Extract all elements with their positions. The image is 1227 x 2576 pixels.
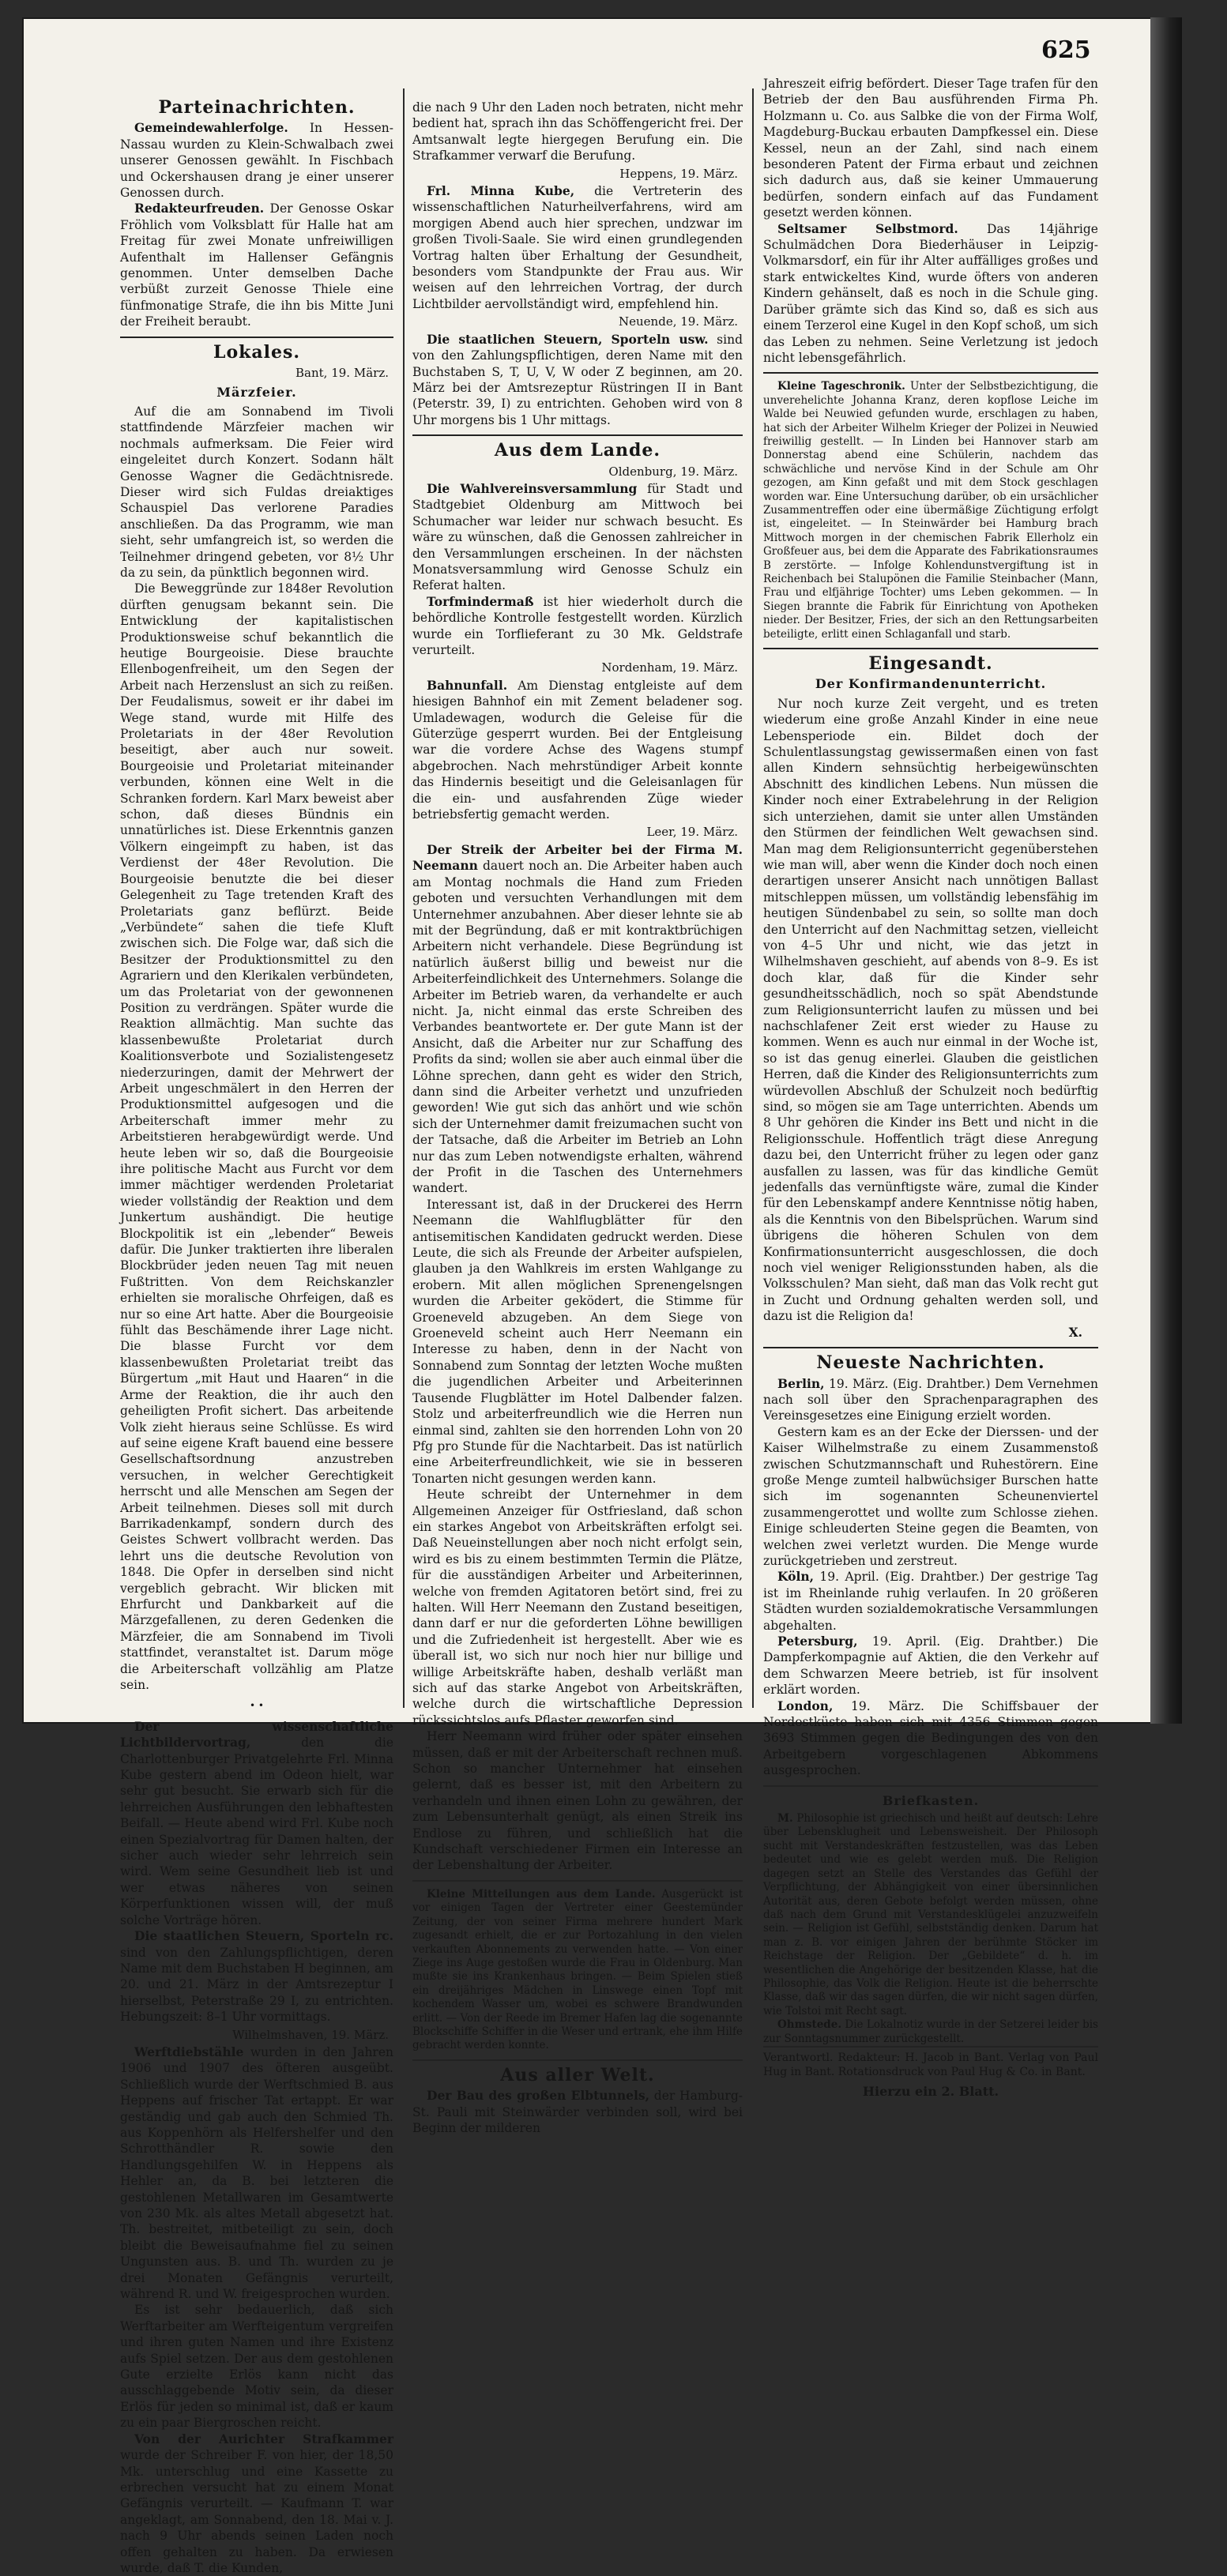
article-paragraph: Petersburg, 19. April. (Eig. Drahtber.) Die Dampferkompagnie auf Aktien, die den Verkehr auf dem Schwarzen Meere betrieb, ist für insolvent erklärt worden. (763, 1634, 1099, 1698)
dateline: Oldenburg, 19. März. (608, 464, 738, 479)
article-paragraph: Seltsamer Selbstmord. Das 14jährige Schulmädchen Dora Biederhäuser in Leipzig-Volkmarsdorf, ein für ihr Alter auffälliges großes und stark entwickeltes Kind, wurde öfters von anderen Kindern gehänselt, daß es noch in die Schule ging. Darüber grämte sich das Kind so, daß es sich aus einem Terzerol eine Kugel in den Kopf schoß, um sich das Leben zu nehmen. Seine Verletzung ist jedoch nicht lebensgefährlich. (763, 220, 1098, 365)
divider (412, 434, 743, 436)
column-left (120, 93, 393, 2575)
dateline: Neuende, 19. März. (619, 314, 738, 329)
article-title: Märzfeier. (216, 384, 297, 400)
article-paragraph-small: M. Philosophie ist griechisch und heißt auf deutsch: Lehre über Lebensklugheit und Lebensweisheit. Der Philosoph sucht mit Verstandeskräften festzustellen, was das Leben bedeutet und wie es gelebt werden muß. Die Religion dagegen setzt an Stelle des Verstandes das Gefühl der Verpflichtung, der Abhängigkeit von einer übersinnlichen Autorität aus, deren Gebote befolgt werden müssen, ohne daß nach dem Grund mit Verstandesklügelei anzuzweifeln sein. — Religion ist Gefühl, selbstständig denken. Darum hat man z. B. vor einigen Jahren der berühmte Stöcker im Reichstage der Religion. Der „Gebildete“ d. h. im wesentlichen die Angehörige der besitzenden Klasse, hat die Philosophie, das Volk die Religion. Heute ist die beherrschte Klasse, daß wir das sagen dürfen, die wir nicht sagen dürfen, wie Tolstoi mit Recht sagt. (763, 1812, 1098, 2018)
dateline: Heppens, 19. März. (619, 166, 738, 181)
article-paragraph: Auf die am Sonnabend im Tivoli stattfindende Märzfeier machen wir nochmals aufmerksam. Die Feier wird eingeleitet durch Konzert. Sodann hält Genosse Wagner die Gedächtnisrede. Dieser wird sich Fuldas dreiaktiges Schauspiel Das verlorene Paradies anschließen. Da das Programm, wie man sieht, sehr umfangreich ist, so werden die Teilnehmer dringend gebeten, vor 8½ Uhr da zu sein, da pünktlich begonnen wird. (120, 404, 393, 580)
imprint: Verantwortl. Redakteur: H. Jacob in Bant. Verlag von Paul Hug in Bant. Rotationsdruck von Paul Hug & Co. in Bant. (763, 2046, 1098, 2079)
article-paragraph: Von der Aurichter Strafkammer wurde der Schreiber F. von hier, der 18,50 Mk. unterschlug und eine Kassette zu erbrechen versucht hat zu einem Monat Gefängnis verurteilt. — Kaufmann T. war angeklagt, am Sonnabend, den 18. Mai v. J. nach 9 Uhr abends seinen Laden noch offen gehalten zu haben. Da erwiesen wurde, daß T. die Kunden, (120, 2431, 393, 2575)
divider (763, 1347, 1098, 1348)
dateline: Wilhelmshaven, 19. März. (232, 2027, 389, 2042)
column-rule (752, 88, 754, 1708)
article-paragraph: Gemeindewahlerfolge. In Hessen-Nassau wurden zu Klein-Schwalbach zwei unserer Genossen gewählt. In Fischbach und Ockershausen drang je einer unserer Genossen durch. (120, 120, 393, 201)
article-paragraph: Nur noch kurze Zeit vergeht, und es treten wiederum eine große Anzahl Kinder in eine neue Lebensperiode ein. Bildet doch der Schulentlassungstag gewissermaßen einen von fast allen Kindern sehnsüchtig herbeigewünschten Abschnitt des kindlichen Lebens. Nun müssen die Kinder noch einer Extrabelehrung in der Religion sich unterziehen, damit sie unter allen Umständen den Stürmen der feindlichen Welt gewachsen sind. Man mag dem Religionsunterricht gegenüberstehen wie man will, aber wenn die Kinder doch noch einen derartigen unserer Ansicht nach unnötigen Ballast mitschleppen müssen, um vollständig lebensfähig im heutigen Sündenbabel zu sein, so sollte man doch den Unterricht auf den Nachmittag setzen, vielleicht von 4–5 Uhr und nicht, wie das jetzt in Wilhelmshaven geschieht, auf abends von 8–9. Es ist doch klar, daß für die Kinder sehr gesundheitsschädlich, noch so spät Abendstunde zum Religionsunterricht laufen zu müssen und bei nachschlafener Zeit erst wieder zu Hause zu kommen. Wenn es auch nur einmal in der Woche ist, so ist das genug einerlei. Glauben die geistlichen Herren, daß die Kinder des Religionsunterrichts zum würdevollen Abschluß der Schulzeit noch bedürftig sind, so mögen sie am Tage unterrichten. Abends um 8 Uhr gehören die Kinder ins Bett und nicht in die Religionsschule. Hoffentlich trägt diese Anregung dazu bei, den Unterricht früher zu legen oder ganz ausfallen zu lassen, was für das kindliche Gemüt jedenfalls das vernünftigste wäre, zumal die Kinder für den Lebenskampf andere Kenntnisse nötig haben, als die Kenntnis von den Bibelsprüchen. Warum sind übrigens die höheren Schulen von dem Konfirmationsunterricht ausgeschlossen, die doch noch viel weniger Religionsstunden haben, als die Volksschulen? Man sieht, daß man das Volk recht gut in Zucht und Ordnung gehalten werden soll, und dazu ist die Religion da! (763, 696, 1098, 1324)
article-paragraph: Der wissenschaftliche Lichtbildervortrag, den die Charlottenburger Privatgelehrte Frl. Minna Kube gestern abend im Odeon hielt, war sehr gut besucht. Sie erwarb sich für die lehrreichen Ausführungen den lebhaftesten Beifall. — Heute abend wird Frl. Kube noch einen Spezialvortrag für Damen halten, der sicher auch wieder sehr lehrreich sein wird. Wem seine Gesundheit lieb ist und wer etwas näheres von seinen Körperfunktionen wissen will, der muß solche Vorträge hören. (120, 1718, 393, 1927)
dateline: Nordenham, 19. März. (601, 660, 738, 675)
article-paragraph: Heute schreibt der Unternehmer in dem Allgemeinen Anzeiger für Ostfriesland, daß schon ein starkes Angebot von Arbeitskräften erfolgt sei. Daß Neueinstellungen aber noch nicht erfolgt sein, wird es bis zu einem bestimmten Termin die Plätze, für die ausständigen Arbeiter und Arbeiterinnen, welche von fremden Agitatoren betört sind, frei zu halten. Will Herr Neemann den Zustand beseitigen, dann darf er nur die geforderten Löhne bewilligen und die Zufriedenheit ist hergestellt. Aber wie es überall ist, wo sich nur noch hier nur billige und willige Arbeitskräfte haben, deshalb verläßt man sich auf das starke Angebot von Arbeitskräften, welche durch die wirtschaftliche Depression rückssichtslos aufs Pflaster geworfen sind. (412, 1487, 743, 1728)
section-heading-briefkasten: Briefkasten. (882, 1792, 980, 1808)
section-heading-aus-aller-welt: Aus aller Welt. (500, 2064, 655, 2085)
signature: X. (1068, 1324, 1082, 1340)
article-paragraph: Redakteurfreuden. Der Genosse Oskar Fröhlich vom Volksblatt für Halle hat am Freitag für zwei Monate unfreiwilligen Aufenthalt im Hallenser Gefängnis genommen. Unter demselben Dache verbüßt zurzeit Genosse Thiele eine fünfmonatige Strafe, die ihn bis Mitte Juni der Freiheit beraubt. (120, 201, 393, 329)
article-paragraph: Es ist sehr bedauerlich, daß sich Werftarbeiter am Werfteigentum vergreifen und ihren guten Namen und ihre Existenz aufs Spiel setzen. Der aus dem gestohlenen Gute erzielte Erlös kann nicht das ausschlaggebende Motiv sein, da dieser Erlös für jeden so minimal ist, daß er kaum zu ein paar Biergroschen reicht. (120, 2303, 393, 2431)
article-paragraph: Herr Neemann wird früher oder später einsehen müssen, daß er mit der Arbeiterschaft rechnen muß. Schon so mancher Unternehmer hat einsehen gelernt, daß es besser ist, mit den Arbeitern zu verhandeln und ihnen einen Lohn zu gewähren, der zum Lebensunterhalt genügt, als einen Streik ins Endlose zu führen, und schließlich hat die Kundschaft verschiedener Firmen ein Interesse an der Lebenshaltung der Arbeiter. (412, 1729, 743, 1873)
section-heading-lokales: Lokales. (213, 341, 301, 363)
article-paragraph: Bahnunfall. Am Dienstag entgleiste auf dem hiesigen Bahnhof ein mit Zement beladener sog. Umladewagen, wodurch die Geleise für die Güterzüge gesperrt wurden. Bei der Entgleisung war die vordere Achse des Wagens stumpf abgebrochen. Nach mehrstündiger Arbeit konnte das Hindernis beseitigt und die Geleisanlagen für die ein- und ausfahrenden Züge wieder betriebsfertig gemacht werden. (412, 677, 743, 822)
column-right (763, 76, 1099, 2099)
article-paragraph: Die staatlichen Steuern, Sporteln rc. sind von den Zahlungspflichtigen, deren Name mit dem Buchstaben H beginnen, am 20. und 21. März in der Amtsrezeptur I hierselbst, Peterstraße 29 I, zu entrichten. Hebungszeit: 8–1 Uhr vormittags. (120, 1928, 393, 2025)
divider (763, 648, 1098, 649)
page-number: 625 (1041, 36, 1091, 64)
section-heading-parteinachrichten: Parteinachrichten. (158, 97, 356, 118)
divider (763, 1785, 1098, 1787)
separator-bullets: • • (250, 1700, 264, 1712)
section-heading-neueste-nachrichten: Neueste Nachrichten. (816, 1352, 1045, 1374)
article-paragraph: London, 19. März. Die Schiffsbauer der Nordostküste haben sich mit 4356 Stimmen gegen 3693 Stimmen gegen die Bedingungen des von den Arbeitgebern vorgeschlagenen Abkommens ausgesprochen. (763, 1698, 1099, 1778)
article-paragraph: Berlin, 19. März. (Eig. Drahtber.) Dem Vernehmen nach soll über den Sprachenparagraphen des Vereinsgesetzes eine Einigung erzielt worden. (763, 1375, 1098, 1423)
article-paragraph: Werftdiebstähle wurden in den Jahren 1906 und 1907 des öfteren ausgeübt. Schließlich wurde der Werftschmied B. aus Heppens auf frischer Tat ertappt. Er war geständig und gab auch den Schmied Th. aus Koppenhörn als Helfershelfer und den Schrotthändler R. sowie den Handlungsgehilfen W. in Heppens als Hehler an, da B. bei letzteren die gestohlenen Metallwaren im Gesamtwerte von 230 Mk. als altes Metall abgesetzt hat. Th. bestreitet, mitbeteiligt zu sein, doch bleibt die Beweisaufnahme fiel zu seinen Ungunsten aus. B. und Th. wurden zu je drei Monaten Gefängnis verurteilt, während R. und W. freigesprochen wurden. (120, 2044, 393, 2302)
column-middle (412, 100, 743, 2135)
article-paragraph-small: Ohmstede. Die Lokalnotiz wurde in der Setzerei leider bis zur Sonntagsnummer zurückgestellt. (763, 2018, 1098, 2045)
divider (120, 337, 393, 338)
article-paragraph: Die Wahlvereinsversammlung für Stadt und Stadtgebiet Oldenburg am Mittwoch bei Schumacher war leider nur schwach besucht. Es wäre zu wünschen, daß die Genossen zahlreicher in den Versammlungen erscheinen. In der nächsten Monatsversammlung wird Genosse Schulz ein Referat halten. (412, 480, 743, 593)
article-title: Der Konfirmandenunterricht. (815, 676, 1047, 692)
article-paragraph: Jahreszeit eifrig befördert. Dieser Tage trafen für den Betrieb der den Bau ausführenden Firma Ph. Holzmann u. Co. aus Salbke die von der Firma Wolf, Magdeburg-Buckau erbauten Dampfkessel ein. Diese Kessel, neun an der Zahl, sind nach einem besonderen Patent der Firma erbaut und zeichnen sich dadurch aus, daß sie keiner Ummauerung bedürfen, sondern einfach auf das Fundament gesetzt werden können. (763, 77, 1098, 220)
supplement-note: Hierzu ein 2. Blatt. (862, 2083, 999, 2099)
article-paragraph: Köln, 19. April. (Eig. Drahtber.) Der gestrige Tag ist im Rheinlande ruhig verlaufen. In 20 größeren Städten wurden sozialdemokratische Versammlungen abgehalten. (763, 1569, 1098, 1633)
divider (412, 2059, 743, 2061)
section-heading-eingesandt: Eingesandt. (868, 653, 993, 675)
article-paragraph: Torfmindermaß ist hier wiederholt durch die behördliche Kontrolle festgestellt worden. Kürzlich wurde ein Torflieferant zu 30 Mk. Geldstrafe verurteilt. (412, 593, 743, 657)
column-rule (403, 88, 405, 1708)
article-paragraph: die nach 9 Uhr den Laden noch betraten, nicht mehr bedient hat, sprach ihn das Schöffengericht frei. Der Amtsanwalt legte hiergegen Berufung ein. Die Strafkammer verwarf die Berufung. (412, 100, 743, 164)
book-spine (1150, 17, 1182, 1724)
article-paragraph-small: Kleine Tageschronik. Unter der Selbstbezichtigung, die unverehelichte Johanna Kranz, deren kopflose Leiche im Walde bei Neuwied gefunden wurde, erschlagen zu haben, hat sich der Arbeiter Wilhelm Krieger der Polizei in Neuwied freiwillig gestellt. — In Linden bei Hannover starb am Donnerstag abend eine Schülerin, nachdem das schwächliche und nervöse Kind in der Schule am Ohr gezogen, am Kinn gefaßt und mit dem Stock geschlagen worden war. Eine Untersuchung darüber, ob ein ursächlicher Zusammentreffen oder eine übermäßige Züchtigung erfolgt ist, eingeleitet. — In Steinwärder bei Hamburg brach Mittwoch morgen in der chemischen Fabrik Ellerholz ein Großfeuer aus, bei dem die Apparate des Fabrikationsraumes B zerstörte. — Infolge Kohlendunstvergiftung ist in Reichenbach bei Stalupönen die Familie Steinbacher (Mann, Frau und elfjährige Tochter) ums Leben gekommen. — In Siegen brannte die Fabrik für Einrichtung von Apotheken nieder. Der Besitzer, Fries, der sich an den Rettungsarbeiten beteiligte, erlitt einen Schlaganfall und starb. (763, 380, 1098, 641)
article-paragraph: Die Beweggründe zur 1848er Revolution dürften genugsam bekannt sein. Die Entwicklung der kapitalistischen Produktionsweise schuf bekanntlich die heutige Bourgeoisie. Diese brauchte Ellenbogenfreiheit, um den Segen der Arbeit nach Herzenslust an sich zu reißen. Der Feudalismus, soweit er ihr dabei im Wege stand, wurde mit Hilfe des Proletariats in der 48er Revolution beseitigt, aber auch nur soweit. Bourgeoisie und Proletariat miteinander verbunden, können eine Welt in die Schranken fordern. Karl Marx beweist aber schon, daß dieses Bündnis ein unnatürliches ist. Diese Erkenntnis ganzen Völkern eingeimpft zu haben, ist das Verdienst der 48er Revolution. Die Bourgeoisie benutzte die bei dieser Gelegenheit zu Tage tretenden Kraft des Proletariats ganz beflürzt. Beide „Verbündete“ sahen die tiefe Kluft zwischen sich. Die Folge war, daß sich die Besitzer der Produktionsmittel zu den Agrariern und den Klerikalen verbündeten, um das Proletariat von der gewonnenen Position zu verdrängen. Später wurde die Reaktion allmächtig. Man suchte das klassenbewußte Proletariat durch Koalitionsverbote und Sozialistengesetz niederzuringen, damit der Mehrwert der Arbeit ungeschmälert in den Herren der Produktionsmittel aufgesogen und die Arbeiterschaft immer mehr zu Arbeitstieren herabgewürdigt werde. Und heute leben wir so, daß die Bourgeoisie ihre politische Macht aus Furcht vor dem immer mächtiger werdenden Proletariat wieder vollständig der Reaktion und dem Junkertum aushändigt. Die heutige Blockpolitik ist ein „lebender“ Beweis dafür. Die Junker traktierten ihre liberalen Blockbrüder jeden neuen Tag mit neuen Fußtritten. Von dem Reichskanzler erhielten sie moralische Ohrfeigen, daß es nur so eine Art hatte. Aber die Bourgeoisie fühlt das Beschämende ihrer Lage nicht. Die blasse Furcht vor dem klassenbewußten Proletariat treibt das Bürgertum „mit Haut und Haaren“ in die Arme der Reaktion, die ihr auch den geheiligten Profit sichert. Das arbeitende Volk zieht hieraus seine Schlüsse. Es wird auf seine eigene Kraft bauend eine bessere Gesellschaftsordnung anzustreben versuchen, in welcher Gerechtigkeit herrscht und alle Menschen am Segen der Arbeit teilnehmen. Dieses soll mit durch Barrikadenkampf, sondern durch des Geistes Schwert vollbracht werden. Das lehrt uns die deutsche Revolution von 1848. Die Opfer in derselben sind nicht vergeblich gebracht. Wir blicken mit Ehrfurcht und Dankbarkeit auf die Märzgefallenen, zu deren Gedenken die Märzfeier, die am Sonnabend im Tivoli stattfindet, veranstaltet ist. Darum möge die Arbeiterschaft vollzählig am Platze sein. (120, 581, 393, 1692)
section-heading-aus-dem-lande: Aus dem Lande. (494, 440, 661, 461)
dateline: Leer, 19. März. (646, 825, 738, 840)
article-paragraph: Frl. Minna Kube, die Vertreterin des wissenschaftlichen Naturheilverfahrens, wird am morgigen Abend auch hier sprechen, undzwar im großen Tivoli-Saale. Sie wird einen grundlegenden Vortrag halten über Erhaltung der Gesundheit, besonders vom Standpunkte der Frau aus. Wir weisen auf den lehrreichen Vortrag, der durch Lichtbilder aervollständigt wird, empfehlend hin. (412, 183, 743, 311)
article-paragraph: Die staatlichen Steuern, Sporteln usw. sind von den Zahlungspflichtigen, deren Name mit den Buchstaben S, T, U, V, W oder Z beginnen, am 20. März bei der Amtsrezeptur Rüstringen II in Bant (Peterstr. 39, I) zu entrichten. Gehoben wird von 8 Uhr morgens bis 1 Uhr mittags. (412, 331, 743, 427)
article-paragraph: Interessant ist, daß in der Druckerei des Herrn Neemann die Wahlflugblätter für den antisemitischen Kandidaten gedruckt werden. Diese Leute, die sich als Freunde der Arbeiter aufspielen, glauben ja den Wahlkreis im ersten Wahlgange zu erobern. Mit allen möglichen Sprenengelsngen wurden die Arbeiter geködert, die Stimme für Groeneveld abzugeben. An dem Siege von Groeneveld scheint auch Herr Neemann ein Interesse zu haben, denn in der Nacht von Sonnabend zum Sonntag der letzten Woche mußten die jugendlichen Arbeiter und Arbeiterinnen Tausende Flugblätter im Hotel Dalbender falzen. Stolz und arbeiterfreundlich wie die Herren nun einmal sind, zahlten sie den horrenden Lohn von 20 Pfg pro Stunde für die Nachtarbeit. Das ist natürlich eine Arbeiterfreundlichkeit, wie sie in besseren Tonarten nicht gesungen werden kann. (412, 1197, 743, 1486)
dateline: Bant, 19. März. (295, 366, 389, 381)
article-paragraph: Der Bau des großen Elbtunnels, der Hamburg-St. Pauli mit Steinwärder verbinden soll, wird bei Beginn der milderen (412, 2088, 743, 2135)
divider (763, 372, 1098, 374)
article-paragraph-small: Kleine Mitteilungen aus dem Lande. Ausgerückt ist vor einigen Tagen der Vertreter einer Geestemünder Zeitung, der von seiner Firma mehrere hundert Mark zugesandt erhielt, die er zur Portozahlung in den vielen verkauften Abonnements zu verwenden hatte. — Von einer Ziege ins Auge gestoßen wurde die Frau in Oldenburg. Man mußte sie ins Krankenhaus bringen. — Beim Spielen stieß ein dreijähriges Mädchen in Linswege einen Topf mit kochendem Wasser um, wobei es schwere Brandwunden erlitt. — Von der Reede im Bremer Hafen lag die sogenannte Blockschiffe Schiffer in die Weser und ertrank, ehe ihm Hilfe gebracht werden konnte. (412, 1887, 743, 2052)
divider (412, 1880, 743, 1882)
article-paragraph: Der Streik der Arbeiter bei der Firma M. Neemann dauert noch an. Die Arbeiter haben auch am Montag nochmals die Hand zum Frieden geboten und versuchten Verhandlungen mit dem Unternehmer anzubahnen. Aber dieser lehnte sie ab mit der Begründung, daß er mit kontraktbrüchigen Arbeitern nicht verhandele. Diese Begründung ist natürlich äußerst billig und beweist nur die Arbeiterfeindlichkeit des Unternehmers. Solange die Arbeiter im Betrieb waren, da verhandelte er auch nicht. Ja, nicht einmal das erste Schreiben des Verbandes beantwortete er. Der gute Mann ist der Ansicht, daß die Arbeiter nur zur Schaffung des Profits da sind; wollen sie aber auch einmal über die Löhne sprechen, dann geht es wider den Strich, dann sind die Arbeiter verhetzt und unzufrieden geworden! Wie gut sich das anhört und wie schön sich der Unternehmer damit freizumachen sucht von der Tatsache, daß die Arbeiter im Betrieb an Lohn nur das zum Leben notwendigste erhalten, während der Profit in die Taschen des Unternehmers wandert. (412, 841, 743, 1196)
article-paragraph: Gestern kam es an der Ecke der Dierssen- und der Kaiser Wilhelmstraße zu einem Zusammenstoß zwischen Schutzmannschaft und Ruhestörern. Eine große Menge zumteil halbwüchsiger Burschen hatte sich im sogenannten Scheunenviertel zusammengerottet und wollte zum Schlosse ziehen. Einige schleuderten Steine gegen die Beamten, von welchen zwei verletzt wurden. Die Menge wurde zurückgetrieben und zerstreut. (763, 1424, 1098, 1568)
newspaper-page (22, 17, 1182, 2575)
